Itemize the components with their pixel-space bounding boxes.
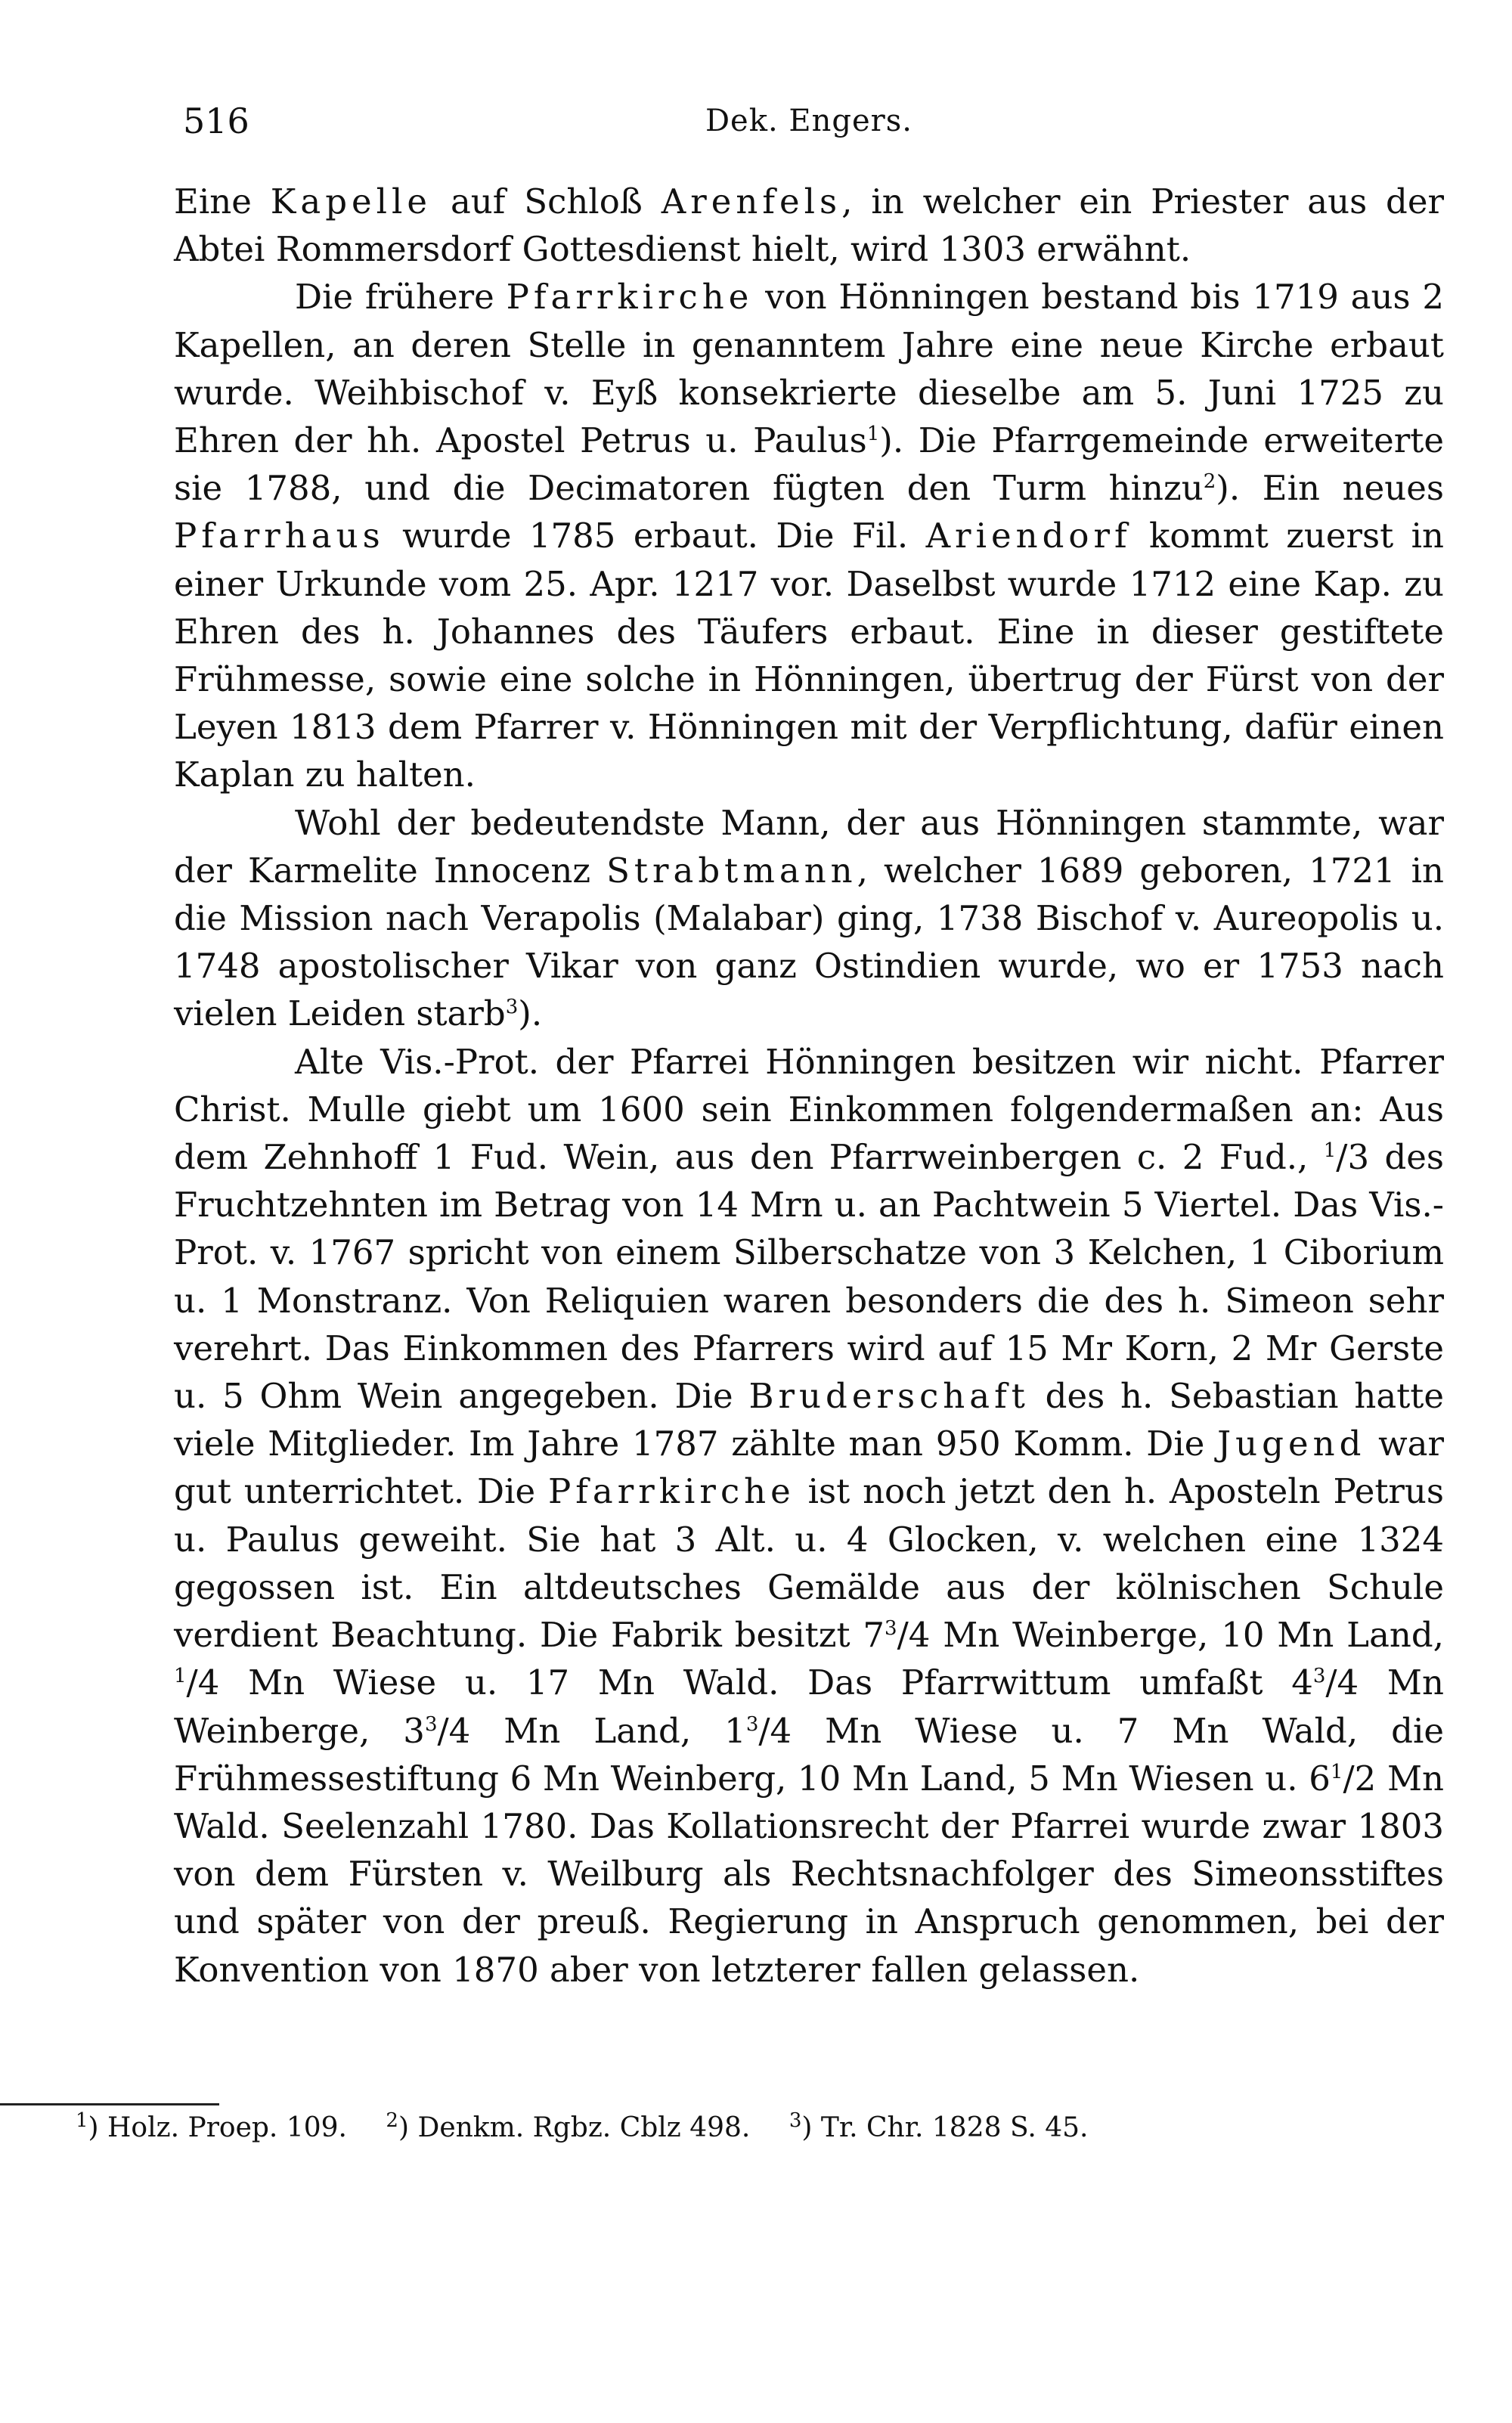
spaced-term: Jugend (1217, 1424, 1366, 1464)
spaced-term: Kapelle (270, 181, 432, 222)
footnote-mark: 1 (1323, 1139, 1337, 1163)
text-run: /4 Mn Weinberge, 10 Mn Land, (897, 1615, 1444, 1656)
spaced-term: Arenfels (661, 181, 842, 222)
footnote-mark: 1 (174, 1665, 187, 1688)
text-run: /3 des Fruchtzehnten im Betrag von 14 Mrn u. an Pachtwein 5 Viertel. Das Vis.-Prot. v. 1767 spricht von einem Silberschatze von 3 Kelchen, 1 Ciborium u. 1 Monstranz. Von Reliquien waren besonders die des h. Simeon sehr verehrt. Das Einkommen des Pfarrers wird auf 15 Mr Korn, 2 Mr Gerste u. 5 Ohm Wein angegeben. Die (174, 1137, 1444, 1417)
paragraph (174, 178, 1444, 273)
text-run: /4 Mn Land, 1 (437, 1710, 746, 1751)
paragraph (174, 273, 1444, 798)
text-run: ). (518, 993, 543, 1034)
footnote (76, 2109, 347, 2143)
footnotes (76, 2109, 1270, 2147)
text-run: war gut unterrichtet. Die (174, 1424, 1444, 1512)
spaced-term: Pfarrkirche (506, 277, 754, 318)
footnote-mark: 3 (1312, 1665, 1326, 1688)
footnote-text: ) Tr. Chr. 1828 S. 45. (801, 2112, 1089, 2143)
footnote-mark: 2 (1203, 470, 1216, 494)
text-run: /4 Mn Wiese u. 17 Mn Wald. Das Pfarrwittum umfaßt 4 (186, 1662, 1313, 1703)
spaced-term: Bruderschaft (748, 1376, 1030, 1417)
text-run: /2 Mn Wald. Seelenzahl 1780. Das Kollationsrecht der Pfarrei wurde zwar 1803 von dem Fürsten v. Weilburg als Rechtsnachfolger des Simeonsstiftes und später von der preuß. Regierung in Anspruch genommen, bei der Konvention von 1870 aber von letzterer fallen gelassen. (174, 1758, 1445, 1990)
text-run: , in welcher ein Priester aus der Abtei Rommersdorf Gottesdienst hielt, wird 1303 erwähnt. (174, 181, 1445, 270)
text-run: ). Ein neues (1216, 468, 1444, 509)
text-run: von Hönningen bestand bis 1719 aus 2 Kapellen, an deren Stelle in genanntem Jahre eine neue Kirche erbaut wurde. Weihbischof v. Eyß konsekrierte dieselbe am 5. Juni 1725 zu Ehren der hh. Apostel Petrus u. Paulus (174, 277, 1444, 461)
spaced-term: Pfarrhaus (174, 516, 385, 556)
paragraph (174, 1038, 1444, 1994)
text-run: Wohl der bedeutendste Mann, der aus Hönningen stammte, war der Karmelite Innocenz (174, 802, 1444, 891)
footnote-mark: 1 (1330, 1760, 1343, 1783)
footnote-mark: 3 (745, 1712, 759, 1736)
footnote-mark: 3 (885, 1617, 897, 1641)
page-header (174, 98, 1444, 159)
text-run: kommt zuerst in einer Urkunde vom 25. Apr. 1217 vor. Daselbst wurde 1712 eine Kap. zu Ehren des h. Johannes des Täufers erbaut. Eine in dieser gestiftete Frühmesse, sowie eine solche in Hönningen, übertrug der Fürst von der Leyen 1813 dem Pfarrer v. Hönningen mit der Verpflichtung, dafür einen Kaplan zu halten. (174, 516, 1444, 795)
footnote-number: 2 (386, 2109, 398, 2132)
text-run: des h. Sebastian hatte viele Mitglieder. Im Jahre 1787 zählte man 950 Komm. Die (174, 1376, 1444, 1464)
spaced-term: Strabtmann (606, 850, 857, 891)
page-number: 516 (183, 101, 249, 141)
footnote-mark: 3 (424, 1712, 438, 1736)
footnote-mark: 3 (505, 996, 519, 1019)
text-run: Alte Vis.-Prot. der Pfarrei Hönningen besitzen wir nicht. Pfarrer Christ. Mulle giebt um 1600 sein Einkommen folgendermaßen an: Aus dem Zehnhoff 1 Fud. Wein, aus den Pfarrweinbergen c. 2 Fud., (174, 1041, 1444, 1178)
running-head: Dek. Engers. (705, 104, 912, 138)
footnote (789, 2109, 1089, 2143)
footnote-text: ) Holz. Proep. 109. (88, 2112, 347, 2143)
footnote-number: 3 (789, 2109, 802, 2132)
footnote-text: ) Denkm. Rgbz. Cblz 498. (398, 2112, 751, 2143)
footnote-mark: 1 (866, 423, 880, 446)
paragraph (174, 799, 1444, 1038)
text-run: ). Die Pfarrgemeinde erweiterte sie 1788, und die Decimatoren fügten den Turm hinzu (174, 420, 1444, 509)
text-run: /4 Mn Weinberge, 3 (174, 1662, 1444, 1751)
text-run: , welcher 1689 geboren, 1721 in die Mission nach Verapolis (Malabar) ging, 1738 Bischof v. Aureopolis u. 1748 apostolischer Vikar von ganz Ostindien wurde, wo er 1753 nach vielen Leiden starb (174, 850, 1445, 1034)
text-run: ist noch jetzt den h. Aposteln Petrus u. Paulus geweiht. Sie hat 3 Alt. u. 4 Glocken, v. welchen eine 1324 gegossen ist. Ein altdeutsches Gemälde aus der kölnischen Schule verdient Beachtung. Die Fabrik besitzt 7 (174, 1471, 1445, 1656)
spaced-term: Pfarrkirche (547, 1471, 795, 1512)
body-text (174, 178, 1444, 1994)
footnote-rule (0, 2103, 219, 2105)
footnote (386, 2109, 751, 2143)
text-run: /4 Mn Wiese u. 7 Mn Wald, die Frühmessestiftung 6 Mn Weinberg, 10 Mn Land, 5 Mn Wiesen u. 6 (174, 1710, 1444, 1799)
spaced-term: Ariendorf (925, 516, 1132, 556)
document-page (174, 98, 1444, 2336)
text-run: auf Schloß (432, 181, 662, 222)
text-run: wurde 1785 erbaut. Die Fil. (384, 516, 926, 556)
text-run: Die frühere (295, 277, 507, 318)
text-run: Eine (174, 181, 271, 222)
footnote-number: 1 (76, 2109, 88, 2132)
